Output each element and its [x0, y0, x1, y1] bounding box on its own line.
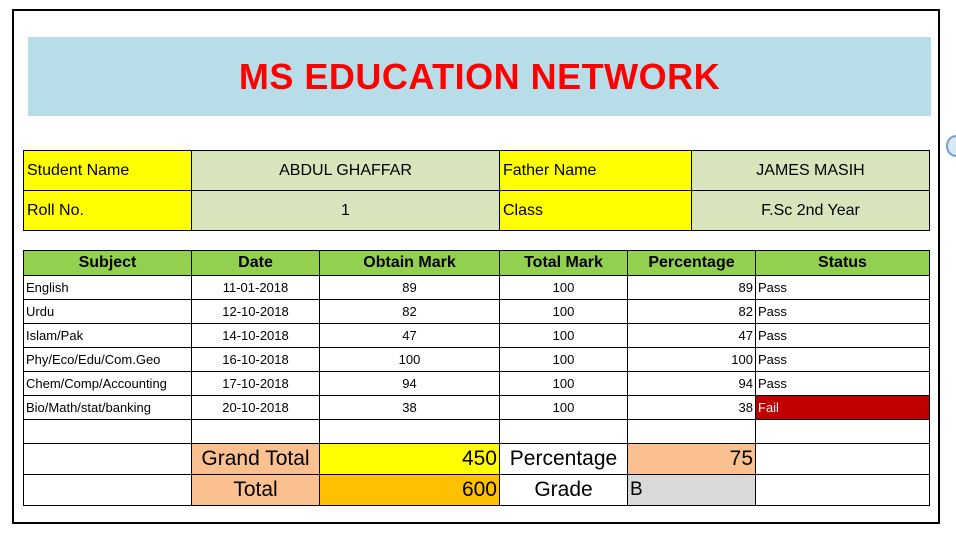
grade-value[interactable]: B	[628, 475, 756, 506]
empty-cell[interactable]	[756, 475, 930, 506]
empty-cell[interactable]	[192, 420, 320, 444]
table-row	[24, 372, 930, 396]
table-row	[24, 348, 930, 372]
grade-label: Grade	[500, 475, 628, 506]
total-label: Total	[192, 475, 320, 506]
grand-total-label: Grand Total	[192, 444, 320, 475]
header-percentage: Percentage	[628, 251, 756, 276]
header-subject: Subject	[24, 251, 192, 276]
header-obtain-mark: Obtain Mark	[320, 251, 500, 276]
scroll-arrow-icon[interactable]	[946, 135, 956, 157]
status-cell[interactable]: Pass	[756, 372, 930, 396]
total-mark-cell[interactable]: 100	[500, 324, 628, 348]
percentage-value[interactable]: 75	[628, 444, 756, 475]
obtain-mark-cell[interactable]: 100	[320, 348, 500, 372]
percentage-cell[interactable]: 94	[628, 372, 756, 396]
percentage-cell[interactable]: 38	[628, 396, 756, 420]
status-cell[interactable]: Pass	[756, 276, 930, 300]
info-row	[24, 151, 930, 191]
student-name-value[interactable]: ABDUL GHAFFAR	[192, 151, 500, 191]
subject-cell[interactable]: Chem/Comp/Accounting	[24, 372, 192, 396]
status-cell[interactable]: Pass	[756, 300, 930, 324]
total-mark-cell[interactable]: 100	[500, 372, 628, 396]
obtain-mark-cell[interactable]: 82	[320, 300, 500, 324]
roll-label: Roll No.	[24, 191, 192, 231]
status-cell-fail[interactable]: Fail	[756, 396, 930, 420]
class-label: Class	[500, 191, 692, 231]
date-cell[interactable]: 11-01-2018	[192, 276, 320, 300]
obtain-mark-cell[interactable]: 47	[320, 324, 500, 348]
father-name-value[interactable]: JAMES MASIH	[692, 151, 930, 191]
empty-cell[interactable]	[500, 420, 628, 444]
empty-cell[interactable]	[756, 420, 930, 444]
obtain-mark-cell[interactable]: 38	[320, 396, 500, 420]
roll-value[interactable]: 1	[192, 191, 500, 231]
table-row	[24, 276, 930, 300]
total-mark-cell[interactable]: 100	[500, 396, 628, 420]
total-row	[24, 475, 930, 506]
percentage-cell[interactable]: 100	[628, 348, 756, 372]
date-cell[interactable]: 14-10-2018	[192, 324, 320, 348]
total-mark-cell[interactable]: 100	[500, 348, 628, 372]
percentage-cell[interactable]: 82	[628, 300, 756, 324]
empty-cell[interactable]	[320, 420, 500, 444]
empty-cell[interactable]	[628, 420, 756, 444]
header-total-mark: Total Mark	[500, 251, 628, 276]
header-date: Date	[192, 251, 320, 276]
subject-cell[interactable]: Phy/Eco/Edu/Com.Geo	[24, 348, 192, 372]
table-row	[24, 396, 930, 420]
subject-cell[interactable]: English	[24, 276, 192, 300]
table-row	[24, 300, 930, 324]
marks-header-row	[24, 251, 930, 276]
total-value[interactable]: 600	[320, 475, 500, 506]
class-value[interactable]: F.Sc 2nd Year	[692, 191, 930, 231]
date-cell[interactable]: 20-10-2018	[192, 396, 320, 420]
page-title: MS EDUCATION NETWORK	[238, 55, 721, 97]
grand-total-row	[24, 444, 930, 475]
empty-cell[interactable]	[24, 444, 192, 475]
date-cell[interactable]: 16-10-2018	[192, 348, 320, 372]
obtain-mark-cell[interactable]: 89	[320, 276, 500, 300]
info-row	[24, 191, 930, 231]
subject-cell[interactable]: Bio/Math/stat/banking	[24, 396, 192, 420]
student-name-label: Student Name	[24, 151, 192, 191]
subject-cell[interactable]: Islam/Pak	[24, 324, 192, 348]
marks-table	[23, 250, 930, 506]
percentage-cell[interactable]: 47	[628, 324, 756, 348]
percentage-label: Percentage	[500, 444, 628, 475]
status-cell[interactable]: Pass	[756, 348, 930, 372]
empty-row	[24, 420, 930, 444]
table-row	[24, 324, 930, 348]
total-mark-cell[interactable]: 100	[500, 300, 628, 324]
title-banner	[28, 37, 931, 116]
empty-cell[interactable]	[24, 420, 192, 444]
student-info-table	[23, 150, 930, 231]
date-cell[interactable]: 17-10-2018	[192, 372, 320, 396]
obtain-mark-cell[interactable]: 94	[320, 372, 500, 396]
empty-cell[interactable]	[756, 444, 930, 475]
percentage-cell[interactable]: 89	[628, 276, 756, 300]
header-status: Status	[756, 251, 930, 276]
status-cell[interactable]: Pass	[756, 324, 930, 348]
father-name-label: Father Name	[500, 151, 692, 191]
subject-cell[interactable]: Urdu	[24, 300, 192, 324]
total-mark-cell[interactable]: 100	[500, 276, 628, 300]
empty-cell[interactable]	[24, 475, 192, 506]
grand-total-value[interactable]: 450	[320, 444, 500, 475]
date-cell[interactable]: 12-10-2018	[192, 300, 320, 324]
